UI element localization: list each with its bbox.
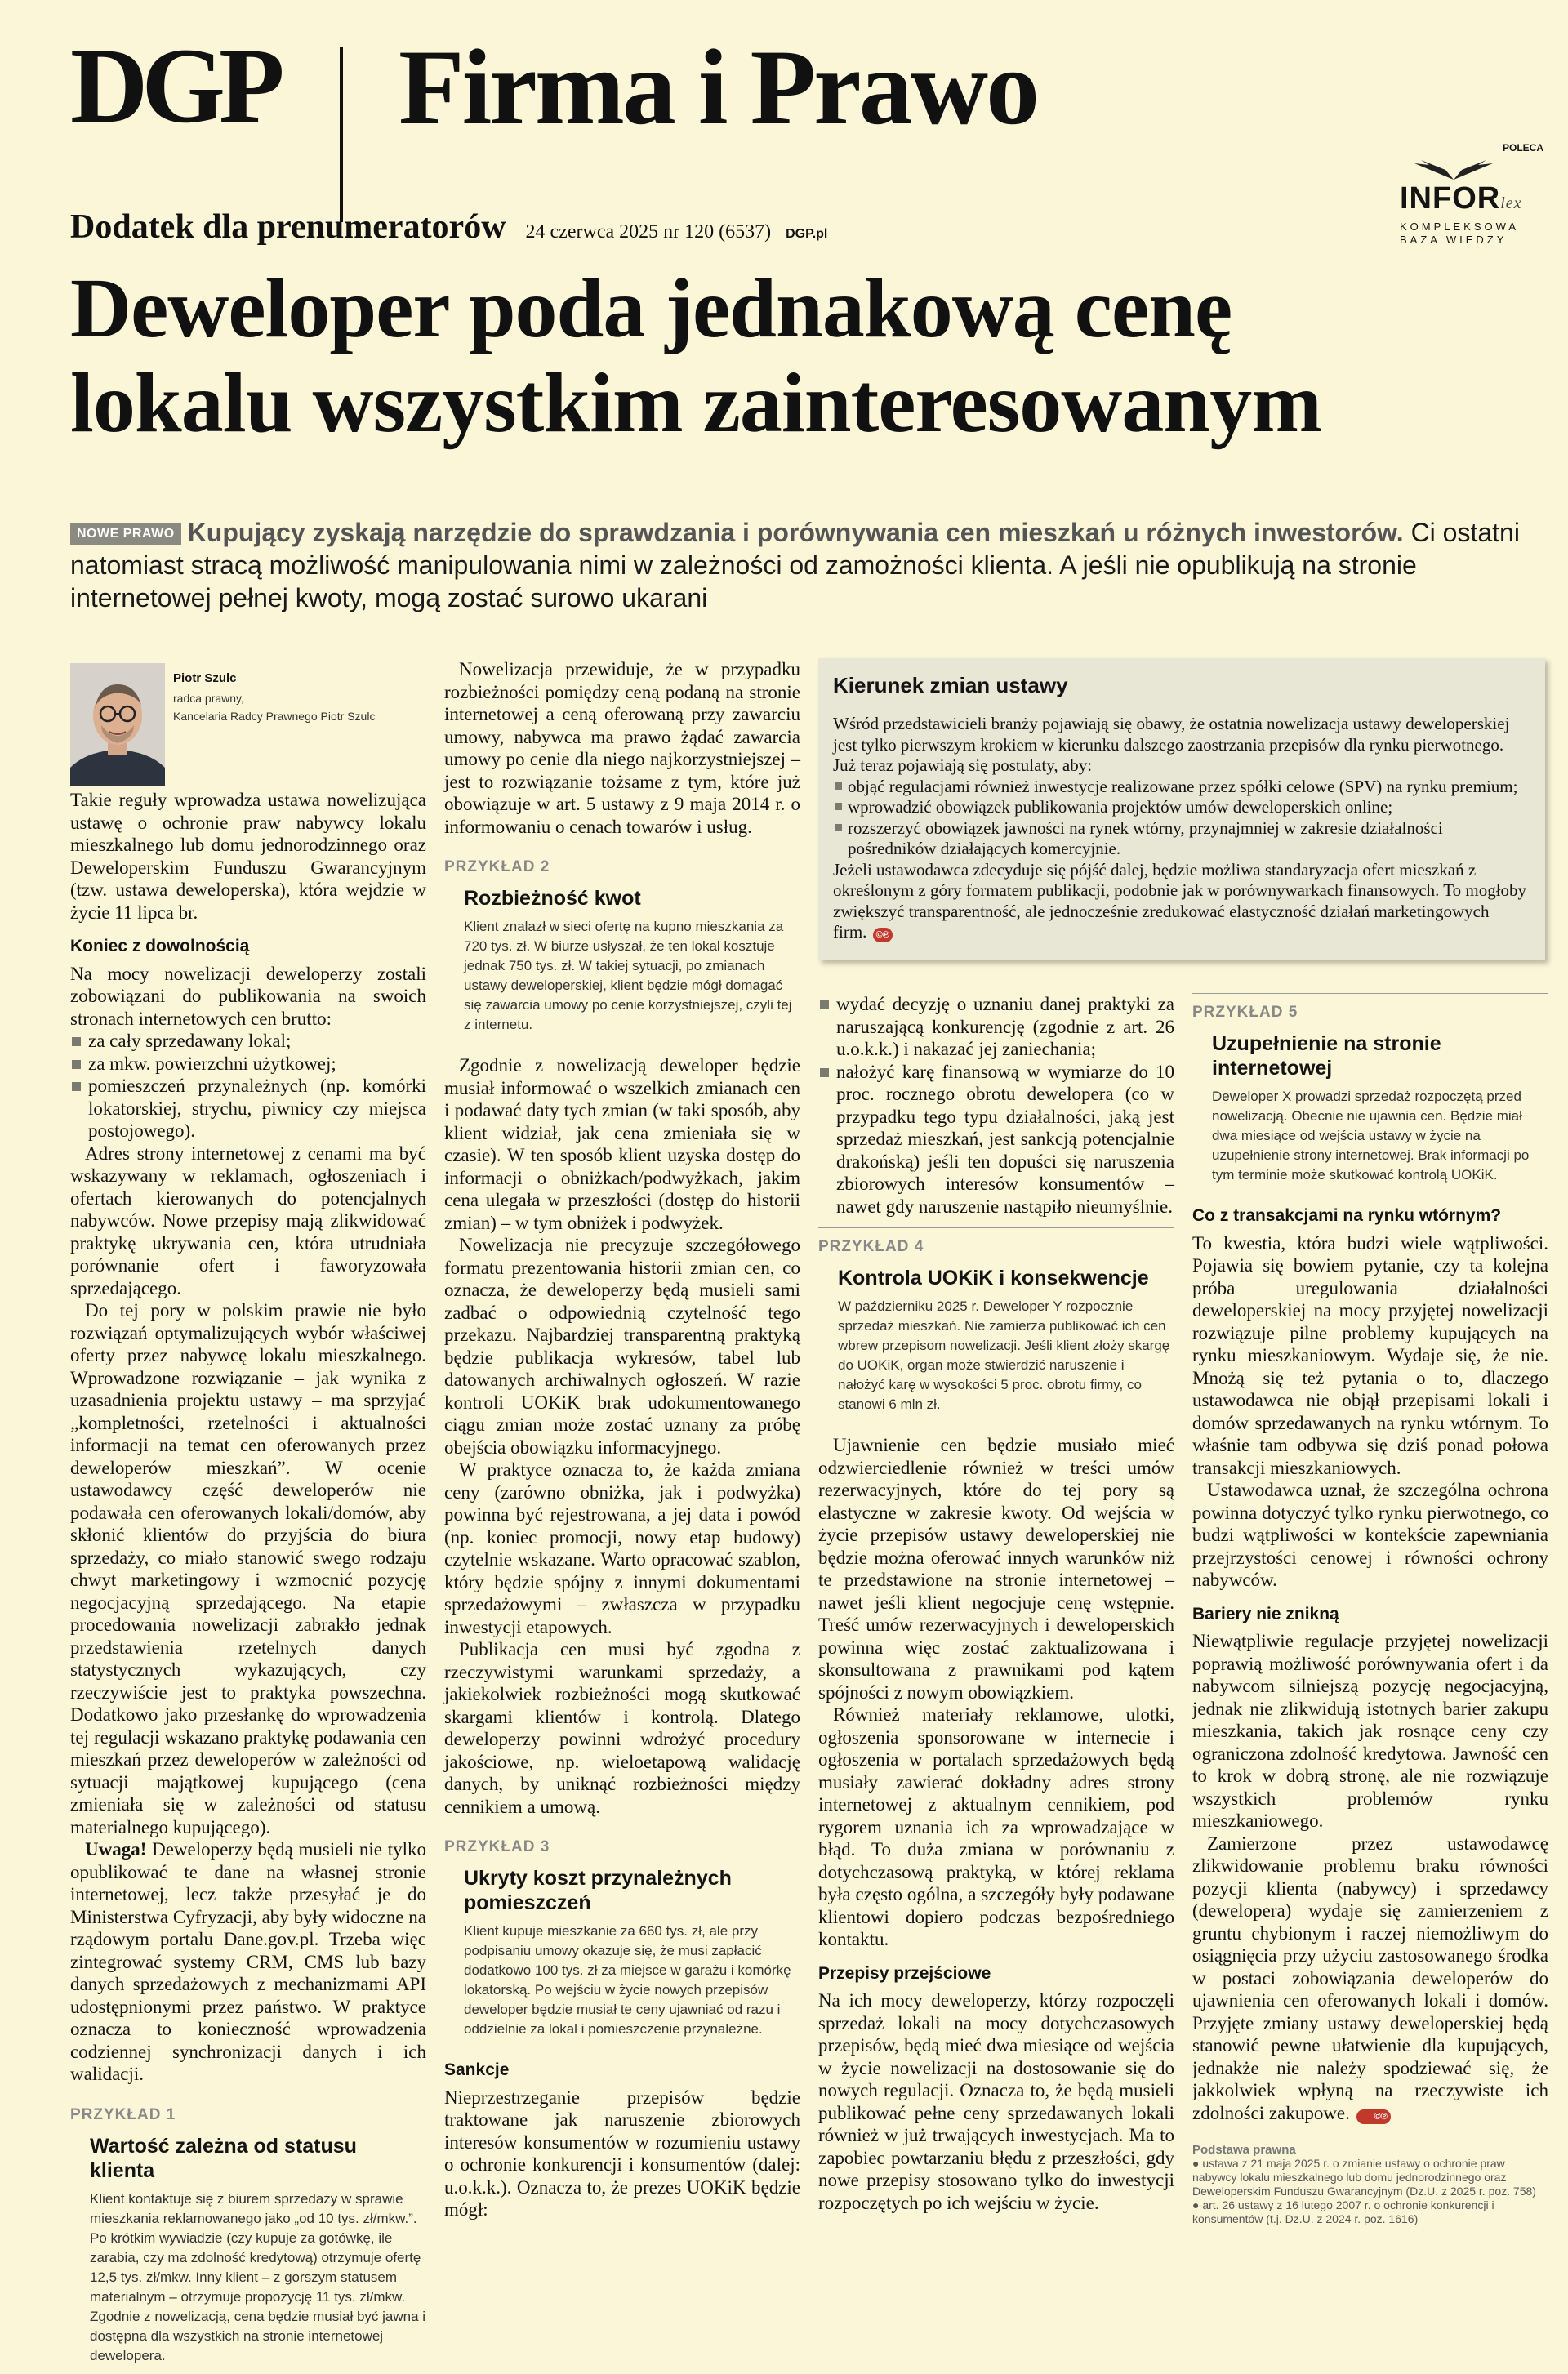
author-box [70,658,426,789]
supplement-label: Dodatek dla prenumeratorów [70,208,506,246]
column-2-sankcje [444,2059,800,2221]
paragraph: Publikacja cen musi być zgodna z rzeczywistymi warunkami sprzedaży, a jakiekolwiek rozbieżności mogą skutkować skargami klientów i kontrolą. Dlatego deweloperzy powinni wdrożyć procedury jakościowe, np. wieloetapową walidację danych, by uniknąć rozbieżności między cennikiem a umową. [444,1639,800,1817]
example-1 [70,2096,426,2374]
example-4 [818,1227,1174,1423]
masthead-divider [340,47,343,222]
column-3 [818,993,1174,2214]
example-2 [444,848,800,1043]
poleca-label: POLECA [1502,142,1544,154]
legal-basis-item: ● ustawa z 21 maja 2025 r. o zmianie ustawy o ochronie praw nabywcy lokalu mieszkalnego lub domu jednorodzinnego oraz Deweloperskim Funduszu Gwarancyjnym (Dz.U. z 2025 r. poz. 758) [1192,2157,1536,2198]
example-label: PRZYKŁAD 1 [70,2105,176,2123]
column-2 [444,658,800,2221]
example-title: Ukryty koszt przynależnych pomieszczeń [464,1867,732,1914]
paragraph: Na ich mocy deweloperzy, którzy rozpoczęli sprzedaż lokali na mocy dotychczasowych przepisów, będą mieć dwa miesiące od wejścia w życie nowelizacji na dostosowanie się do nowych regulacji. Oznacza to, że będą musieli publikować pełne ceny sprzedawanych lokali również w już trwających inwestycjach. Ma to zapobiec powtarzaniu błędu z przeszłości, gdy nowe przepisy stosowano tylko do inwestycji rozpoczętych po ich wejściu w życie. [818,1990,1174,2213]
paragraph: Zgodnie z nowelizacją deweloper będzie musiał informować o wszelkich zmianach cen i podawać daty tych zmian (w taki sposób, aby klient widział, jak cena zmieniała się w czasie). W ten sposób klient uzyska dostęp do informacji o obniżkach/podwyżkach, jakim cena ulegała w przeszłości (dostęp do historii zmian) – w tym obniżek i podwyżek. [444,1055,800,1233]
paragraph: Takie reguły wprowadza ustawa nowelizująca ustawę o ochronie praw nabywcy lokalu mieszkalnego lub domu jednorodzinnego oraz Deweloperskim Funduszu Gwarancyjnym (tzw. ustawa deweloperska), która wejdzie w życie 11 lipca br. [70,790,426,923]
paragraph: Nowelizacja nie precyzuje szczegółowego formatu prezentowania historii zmian cen, co oznacza, że deweloperzy będą musieli sami zadbać o odpowiednią czytelność tego przekazu. Najbardziej transparentną praktyką będzie publikacja wykresów, tabel lub datowanych archiwalnych ogłoszeń. W razie kontroli UOKiK brak udokumentowanego ciągu zmian może zostać uznany za próbę obejścia obowiązku informacyjnego. [444,1235,800,1458]
paragraph: Jeżeli ustawodawca zdecyduje się pójść dalej, będzie możliwa standaryzacja ofert mieszkań z określonym z góry formatem publikacji, podobnie jak w porównywarkach finansowych. To mogłoby zwiększyć transparentność, ale jednocześnie zredukować elastyczność działań marketingowych firm. ©℗ [833,859,1527,942]
subheading: Koniec z dowolnością [70,937,250,955]
site-link[interactable]: DGP.pl [786,227,828,241]
example-label: PRZYKŁAD 2 [444,858,550,875]
column-1 [70,658,426,2374]
paragraph: Na mocy nowelizacji deweloperzy zostali zobowiązani do publikowania na swoich stronach internetowych cen brutto: [70,963,426,1029]
bullet-list [70,1030,426,1142]
example-5 [1192,993,1548,1193]
lead-bold: Kupujący zyskają narzędzie do sprawdzania i porównywania cen mieszkań u różnych inwestorów. [187,518,1404,547]
example-label: PRZYKŁAD 3 [444,1838,550,1855]
paragraph: Również materiały reklamowe, ulotki, ogłoszenia sponsorowane w internecie i ogłoszenia w portalach sprzedażowych będą musiały zawierać dokładny adres strony internetowej z aktualnym cennikiem, pod rygorem uznania ich za wprowadzające w błąd. To duża zmiana w porównaniu z dotychczasową praktyką, w której reklama była często ogólna, a szczegóły były podawane klientowi dopiero podczas bezpośredniego kontaktu. [818,1704,1174,1949]
lead-text: Ci ostatni natomiast stracą możliwość manipulowania nimi w zależności od zamożności klienta. A jeśli nie opublikują na stronie internetowej pełnej kwoty, mogą zostać surowo ukarani [70,518,1520,612]
list-item: rozszerzyć obowiązek jawności na rynek wtórny, przynajmniej w zakresie działalności pośredników działających komercyjnie. [833,818,1527,860]
column-3-body-cont [818,1434,1174,2214]
column-1-body [70,789,426,2086]
paragraph: Zamierzone przez ustawodawcę zlikwidowanie problemu braku równości pozycji klienta (nabywcy) i sprzedawcy (dewelopera) wydaje się zamierzeniem z gruntu chybionym i raczej niemożliwym do osiągnięcia przy użyciu zastosowanego środka w postaci zobowiązania deweloperów do ujawnienia cen oferowanych lokali i domów. Przyjęte zmiany ustawy deweloperskiej będą stanowić pewne ułatwienie dla kupujących, jednakże nie należy spodziewać się, że jakkolwiek wpłyną na rzeczywiste ich zdolności zakupowe. ©℗ [1192,1833,1548,2123]
example-text: Klient znalazł w sieci ofertę na kupno mieszkania za 720 tys. zł. W biurze usłyszał, że ten lokal kosztuje jednak 750 tys. zł. W takiej sytuacji, po zmianach ustawy deweloperskiej, klient będzie mógł domagać się zawarcia umowy po cenie korzystniejszej, czyli tej z internetu. [464,919,792,1032]
box-title: Kierunek zmian ustawy [833,673,1068,697]
list-item: wydać decyzję o uznaniu danej praktyki za naruszającą konkurencję (zgodnie z art. 26 u.o.k.k.) i nakazać jej zaniechania; [818,993,1174,1061]
infor-logo [1388,139,1552,253]
example-title: Rozbieżność kwot [464,887,641,910]
paragraph: W praktyce oznacza to, że każda zmiana ceny (zarówno obniżka, jak i podwyżka) powinna być rejestrowana, a jej data i powód (np. koniec promocji, nowy etap budowy) czytelnie wskazane. Warto opracować szablon, który będzie spójny z innymi dokumentami sprzedażowymi – zwłaszcza w przypadku inwestycji etapowych. [444,1459,800,1637]
paragraph: To kwestia, która budzi wiele wątpliwości. Pojawia się bowiem pytanie, czy ta kolejna próba uregulowania działalności deweloperskiej na mocy przyjętej nowelizacji rozwiązuje pilne problemy kupujących na rynku mieszkaniowym. Wydaje się, że nie. Mnożą się też pytania o to, dlaczego ustawodawca nie objął przepisami lokali i domów sprzedawanych na rynku wtórnym. To właśnie tam odbywa się dziś ponad połowa transakcji mieszkaniowych. [1192,1232,1548,1478]
list-item: za cały sprzedawany lokal; [70,1030,426,1053]
paragraph: Ujawnienie cen będzie musiało mieć odzwierciedlenie również w treści umów rezerwacyjnych, które do tej pory są elastyczne w zakresie kwoty. Od wejścia w życie przepisów ustawy deweloperskiej nie będzie można oferować innych warunków niż te przedstawione na stronie internetowej – nawet jeśli klient negocjuje cenę wstępnie. Treść umów rezerwacyjnych i deweloperskich powinna więc zostać zaktualizowana i skonsultowana z prawnikami pod kątem spójności z nowym obowiązkiem. [818,1435,1174,1703]
subheading: Bariery nie znikną [1192,1604,1339,1623]
paragraph: Ustawodawca uznał, że szczególna ochrona powinna dotyczyć tylko rynku pierwotnego, co budzi wątpliwości w kontekście zapewniania przejrzystości cenowej i równości ochrony nabywców. [1192,1480,1548,1590]
masthead-subline [70,207,827,254]
bullet-list [833,777,1527,860]
paragraph: Wśród przedstawicieli branży pojawiają się obawy, że ostatnia nowelizacja ustawy deweloperskiej jest tylko pierwszym krokiem w kierunku dalszego zaostrzania przepisów dla rynku pierwotnego. Już teraz pojawiają się postulaty, aby: [833,714,1510,775]
example-title: Kontrola UOKiK i konsekwencje [838,1267,1149,1289]
list-item: za mkw. powierzchni użytkowej; [70,1053,426,1076]
list-item: wprowadzić obowiązek publikowania projektów umów deweloperskich online; [833,797,1527,818]
dgp-logo: DGP [70,25,278,145]
author-photo [70,663,165,786]
paragraph: Adres strony internetowej z cenami ma być wskazywany w reklamach, ogłoszeniach i ofertach kierowanych do potencjalnych nabywców. Nowe przepisy mają zlikwidować praktykę ukrywania cen, która utrudniała porównanie ofert i faworyzowała sprzedającego. [70,1142,426,1298]
copyright-icon: ©℗ [873,928,893,942]
subheading: Co z transakcjami na rynku wtórnym? [1192,1206,1502,1225]
author-role: radca prawny, Kancelaria Radcy Prawnego Piotr Szulc [173,692,376,723]
bullet-list [818,993,1174,1218]
example-label: PRZYKŁAD 5 [1192,1004,1298,1021]
example-text: Deweloper X prowadzi sprzedaż rozpoczętą przed nowelizacją. Obecnie nie ujawnia cen. Będzie miał dwa miesiące od wejścia ustawy w życie na uzupełnienie strony internetowej. Brak informacji po tym terminie może skutkować kontrolą UOKiK. [1212,1089,1530,1183]
column-2-body [444,658,800,838]
example-text: Klient kupuje mieszkanie za 660 tys. zł, ale przy podpisaniu umowy okazuje się, że musi zapłacić dodatkowo 100 tys. zł za miejsce w garażu i komórkę lokatorską. Po wejściu w życie nowych przepisów deweloper będzie musiał te ceny ujawniać od razu i oddzielnie za lokal i pomieszczenie przynależne. [464,1923,791,2037]
infor-wing-icon [1405,158,1503,181]
copyright-icon: ©℗ [1356,2109,1391,2124]
legal-basis-label: Podstawa prawna [1192,2143,1296,2157]
legal-basis [1192,2136,1548,2226]
column-4-body [1192,1205,1548,2124]
subheading: Sankcje [444,2060,510,2079]
section-title: Firma i Prawo [399,27,1038,147]
issue-date: 24 czerwca 2025 nr 120 (6537) [525,221,772,243]
example-text: W październiku 2025 r. Deweloper Y rozpocznie sprzedaż mieszkań. Nie zamierza publikować ich cen wbrew przepisom nowelizacji. Jeśli klient złoży skargę do UOKiK, organ może stwierdzić naruszenie i nałożyć karę w wysokości 5 proc. obrotu firmy, co stanowi 6 mln zł. [838,1298,1170,1412]
author-name: Piotr Szulc [173,671,237,685]
paragraph: Niewątpliwie regulacje przyjętej nowelizacji poprawią możliwość porównywania ofert i da nabywcom silniejszą pozycję negocjacyjną, jednak nie zlikwidują istotnych barier zakupu mieszkania, takich jak rosnące ceny czy ograniczona zdolność kredytowa. Jawność cen to krok w dobrą stronę, ale nie rozwiązuje wszystkich problemów rynku mieszkaniowego. [1192,1631,1548,1831]
example-text: Klient kontaktuje się z biurem sprzedaży w sprawie mieszkania reklamowanego jako „od 10 tys. zł/mkw.”. Po krótkim wywiadzie (czy kupuje za gotówkę, ile zarabia, czy ma zdolność kredytową) otrzymuje ofertę 12,5 tys. zł/mkw. Inny klient – z gorszym statusem materialnym – otrzymuje propozycję 11 tys. zł/mkw. Zgodnie z nowelizacją, cena będzie musiał być jawna i dostępna dla wszystkich na stronie internetowej dewelopera. [90,2190,426,2363]
paragraph: Uwaga! Deweloperzy będą musieli nie tylko opublikować te dane na własnej stronie internetowej, lecz także przesyłać je do Ministerstwa Cyfryzacji, aby były widoczne na rządowym portalu Dane.gov.pl. Trzeba więc zintegrować systemy CRM, CMS lub bazy danych sprzedażowych z mechanizmami API udostępnionymi przez państwo. W praktyce oznacza to konieczność wprowadzenia codziennej synchronizacji danych i ich walidacji. [70,1839,426,2084]
example-title: Wartość zależna od statusu klienta [90,2134,357,2182]
sidebar-box [818,658,1545,960]
list-item: pomieszczeń przynależnych (np. komórki lokatorskiej, strychu, piwnicy czy miejsca postojowego). [70,1075,426,1142]
column-3-body [818,993,1174,1218]
legal-basis-item: ● art. 26 ustawy z 16 lutego 2007 r. o ochronie konkurencji i konsumentów (t.j. Dz.U. z 2024 r. poz. 1616) [1192,2198,1494,2225]
example-3 [444,1828,800,2047]
paragraph: Nieprzestrzeganie przepisów będzie traktowane jak naruszenie zbiorowych interesów konsumentów w rozumieniu ustawy o ochronie konkurencji i konsumentów (dalej: u.o.k.k.). Oznacza to, że prezes UOKiK będzie mógł: [444,2087,800,2220]
box-body [833,714,1527,943]
example-label: PRZYKŁAD 4 [818,1238,924,1255]
infor-brand: INFORlex [1400,181,1522,216]
column-4 [1192,993,1548,2226]
column-2-body-cont [444,1054,800,1818]
infor-tagline: KOMPLEKSOWA BAZA WIEDZY [1400,220,1520,246]
paragraph: Do tej pory w polskim prawie nie było rozwiązań optymalizujących wybór właściwej oferty przez nabywcę lokalu mieszkalnego. Wprowadzone rozwiązanie – jak wynika z uzasadnienia projektu ustawy – ma sprzyjać „kompletności, rzetelności i aktualności informacji na temat cen oferowanych przez deweloperów mieszkań”. W ocenie ustawodawcy część deweloperów nie podawała cen oferowanych lokali/domów, aby skłonić klientów do przyjścia do biura sprzedaży, co miało stanowić swego rodzaju chwyt marketingowy i wzmocnić pozycję negocjacyjną sprzedającego. Na etapie procedowania nowelizacji zabrakło jednak przedstawienia rzetelnych danych statystycznych wykazujących, czy rzeczywiście jest to praktyka powszechna. Dodatkowo jako przesłankę do wprowadzenia tej regulacji wskazano praktykę podawania cen mieszkań przez deweloperów w zależności od sytuacji majątkowej kupującego (cena zmieniała się w zależności od statusu materialnego kupującego). [70,1300,426,1837]
lead [70,516,1548,614]
paragraph: Nowelizacja przewiduje, że w przypadku rozbieżności pomiędzy ceną podaną na stronie internetowej a ceną oferowaną przy zawarciu umowy, nabywca ma prawo żądać zawarcia umowy po cenie dla niego najkorzystniejszej – jest to rozwiązanie tożsame z tym, które już obowiązuje w art. 5 ustawy z 9 maja 2014 r. o informowaniu o cenach towarów i usług. [444,659,800,837]
masthead [70,25,1508,147]
nowe-prawo-tag: NOWE PRAWO [70,523,181,545]
list-item: objąć regulacjami również inwestycje realizowane przez spółki celowe (SPV) na rynku premium; [833,777,1527,798]
subheading: Przepisy przejściowe [818,1963,991,1983]
example-title: Uzupełnienie na stronie internetowej [1212,1032,1441,1080]
headline: Deweloper poda jednakową cenę lokalu wszystkim zainteresowanym [70,261,1321,450]
list-item: nałożyć karę finansową w wymiarze do 10 proc. rocznego obrotu dewelopera (co w przypadku tego typu działalności, jaką jest sprzedaż mieszkań, jest sankcją potencjalnie drakońską) jeśli ten dopuści się naruszenia zbiorowych interesów konsumentów – nawet gdy naruszenie nastąpiło nieumyślnie. [818,1061,1174,1218]
